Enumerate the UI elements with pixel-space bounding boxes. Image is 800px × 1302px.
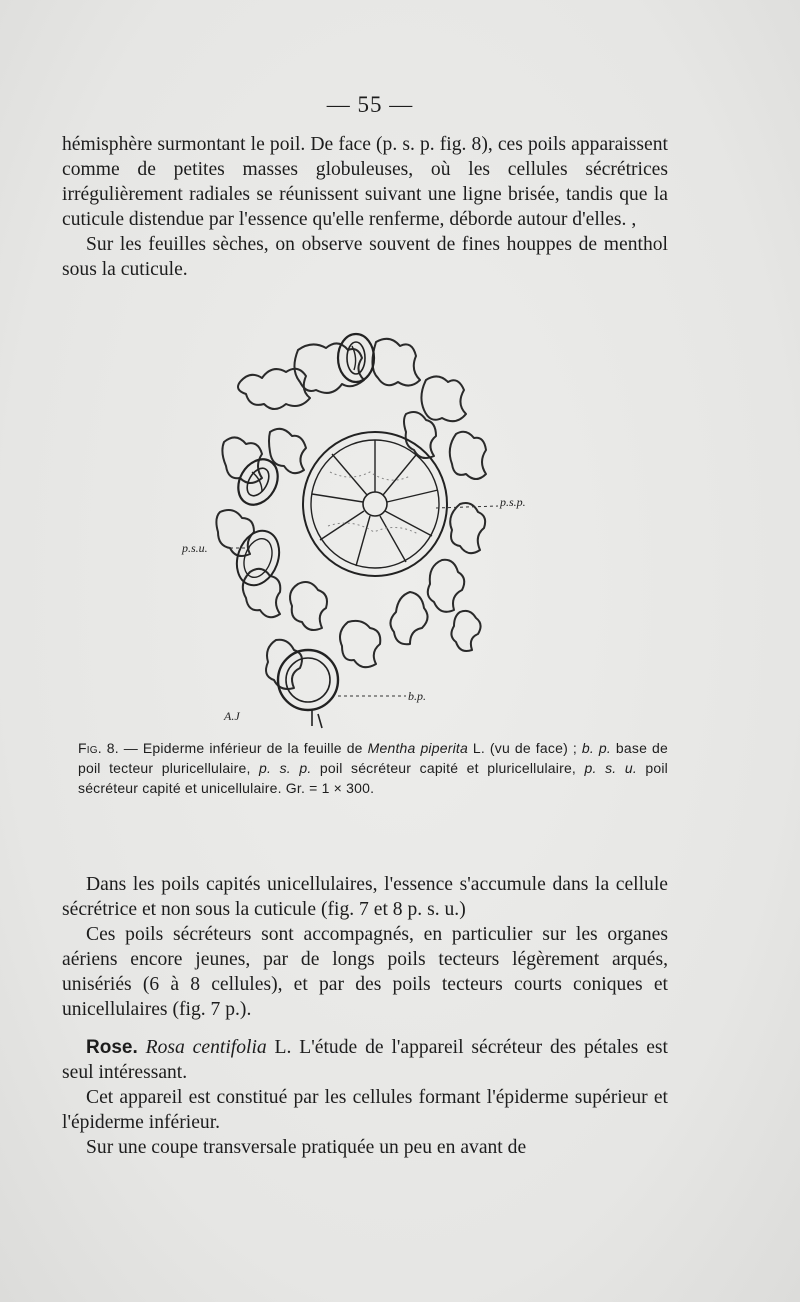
caption-text-5: poil sécréteur capité et unicellulaire. Gr. = 1 × 300. bbox=[78, 760, 668, 796]
caption-text-1: — Epiderme inférieur de la feuille de bbox=[118, 740, 368, 756]
epidermis-drawing bbox=[180, 322, 560, 732]
paragraph-4: Ces poils sécréteurs sont accompagnés, en particulier sur les organes aériens encore jeunes, par de longs poils tecteurs légèrement arqués, unisériés (6 à 8 cellules), et par des poils tecteurs courts coniques et unicellulaires (fig. 7 p.). bbox=[62, 924, 668, 1020]
paragraph-1: hémisphère surmontant le poil. De face (p. s. p. fig. 8), ces poils apparaissent comme de petites masses globuleuses, où les cellules sécrétrices irrégulièrement radiales se réunissent suivant une ligne brisée, tandis que la cuticule distendue par l'essence qu'elle renferme, déborde autour d'elles. , bbox=[62, 134, 668, 230]
section-species: Rosa centifolia bbox=[145, 1037, 267, 1058]
artist-signature: A.J bbox=[224, 709, 240, 723]
label-bp: b.p. bbox=[408, 689, 426, 703]
caption-abbr-psp: p. s. p. bbox=[259, 760, 312, 776]
caption-abbr-psu: p. s. u. bbox=[584, 760, 637, 776]
label-psu: p.s.u. bbox=[182, 541, 208, 555]
caption-species: Mentha piperita bbox=[367, 740, 468, 756]
caption-text-3: base de poil tecteur pluricellulaire, bbox=[78, 740, 668, 776]
paragraph-2: Sur les feuilles sèches, on observe souvent de fines houppes de menthol sous la cuticule. bbox=[62, 234, 668, 280]
section-title-rose: Rose. bbox=[86, 1037, 138, 1058]
stoma-top bbox=[338, 334, 374, 382]
label-psp: p.s.p. bbox=[500, 495, 526, 509]
pluricellular-secretory-hair bbox=[303, 432, 447, 576]
caption-text-4: poil sécréteur capité et pluricellulaire, bbox=[311, 760, 585, 776]
figure-caption bbox=[78, 738, 668, 798]
paragraph-7: Sur une coupe transversale pratiquée un peu en avant de bbox=[86, 1137, 527, 1158]
caption-text-2: L. (vu de face) ; bbox=[467, 740, 582, 756]
text-block-middle bbox=[62, 872, 668, 1022]
caption-fig-label: Fig. 8. bbox=[78, 740, 119, 756]
caption-abbr-bp: b. p. bbox=[581, 740, 611, 756]
figure-8-illustration bbox=[180, 322, 560, 732]
page-number: — 55 — bbox=[326, 92, 414, 117]
stoma-left bbox=[230, 452, 285, 512]
paragraph-6: Cet appareil est constitué par les cellules formant l'épiderme supérieur et l'épiderme inférieur. bbox=[62, 1087, 668, 1133]
text-block-rose bbox=[62, 1035, 668, 1160]
text-block-top bbox=[62, 132, 668, 282]
section-text-1: L. L'étude de l'appareil sécréteur des pétales est seul intéressant. bbox=[62, 1037, 668, 1083]
paragraph-3: Dans les poils capités unicellulaires, l'essence s'accumule dans la cellule sécrétrice et non sous la cuticule (fig. 7 et 8 p. s. u.) bbox=[62, 874, 668, 920]
